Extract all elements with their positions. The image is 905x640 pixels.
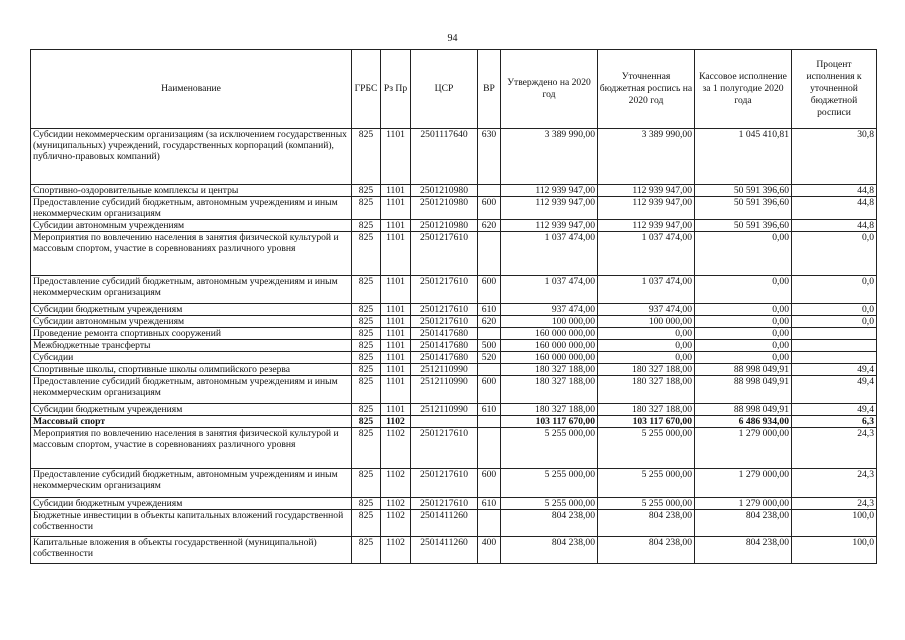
cell-percent: [792, 328, 877, 340]
cell-approved: 3 389 990,00: [501, 129, 598, 185]
cell-grbs: 825: [352, 185, 381, 197]
cell-vr: 610: [478, 404, 501, 416]
header-vr: ВР: [478, 50, 501, 129]
cell-refined: 804 238,00: [598, 510, 695, 537]
cell-name: Субсидии автономным учреждениям: [31, 316, 352, 328]
cell-csr: 2501217610: [411, 469, 478, 498]
cell-name: Спортивно-оздоровительные комплексы и центры: [31, 185, 352, 197]
table-row: [31, 510, 877, 537]
cell-cash: 0,00: [695, 340, 792, 352]
table-row: [31, 328, 877, 340]
cell-refined: 5 255 000,00: [598, 428, 695, 469]
cell-cash: 0,00: [695, 316, 792, 328]
cell-name: Предоставление субсидий бюджетным, автономным учреждениям и иным некоммерческим организациям: [31, 197, 352, 220]
cell-csr: 2501411260: [411, 537, 478, 564]
cell-grbs: 825: [352, 510, 381, 537]
cell-grbs: 825: [352, 276, 381, 304]
cell-approved: 1 037 474,00: [501, 276, 598, 304]
cell-cash: 804 238,00: [695, 537, 792, 564]
cell-vr: [478, 428, 501, 469]
cell-percent: 100,0: [792, 537, 877, 564]
cell-approved: 112 939 947,00: [501, 197, 598, 220]
table-row: [31, 364, 877, 376]
cell-percent: 44,8: [792, 197, 877, 220]
table-row: [31, 276, 877, 304]
cell-cash: 88 998 049,91: [695, 404, 792, 416]
cell-vr: 500: [478, 340, 501, 352]
cell-csr: 2512110990: [411, 376, 478, 404]
cell-cash: 0,00: [695, 328, 792, 340]
cell-vr: 630: [478, 129, 501, 185]
table-row: [31, 232, 877, 276]
cell-approved: 5 255 000,00: [501, 428, 598, 469]
cell-grbs: 825: [352, 220, 381, 232]
cell-vr: [478, 364, 501, 376]
cell-csr: 2501217610: [411, 498, 478, 510]
cell-rzpr: 1101: [381, 129, 411, 185]
cell-refined: 0,00: [598, 352, 695, 364]
cell-csr: 2501417680: [411, 328, 478, 340]
cell-cash: 50 591 396,60: [695, 197, 792, 220]
cell-cash: 50 591 396,60: [695, 185, 792, 197]
cell-percent: 44,8: [792, 220, 877, 232]
header-percent: Процент исполнения к уточненной бюджетной росписи: [792, 50, 877, 129]
cell-rzpr: 1101: [381, 276, 411, 304]
cell-name: Спортивные школы, спортивные школы олимпийского резерва: [31, 364, 352, 376]
cell-csr: 2501217610: [411, 232, 478, 276]
cell-approved: 100 000,00: [501, 316, 598, 328]
cell-percent: [792, 340, 877, 352]
cell-percent: 24,3: [792, 428, 877, 469]
cell-grbs: 825: [352, 404, 381, 416]
cell-refined: 180 327 188,00: [598, 364, 695, 376]
cell-cash: 1 279 000,00: [695, 428, 792, 469]
header-row: [31, 50, 877, 129]
table-row: [31, 352, 877, 364]
cell-grbs: 825: [352, 416, 381, 428]
cell-rzpr: 1101: [381, 340, 411, 352]
cell-percent: 0,0: [792, 232, 877, 276]
cell-cash: 1 279 000,00: [695, 498, 792, 510]
table-row: [31, 428, 877, 469]
cell-csr: 2501210980: [411, 185, 478, 197]
budget-table: [30, 49, 877, 564]
cell-refined: 3 389 990,00: [598, 129, 695, 185]
cell-grbs: 825: [352, 232, 381, 276]
cell-csr: 2501210980: [411, 197, 478, 220]
cell-rzpr: 1101: [381, 232, 411, 276]
cell-name: Предоставление субсидий бюджетным, автономным учреждениям и иным некоммерческим организациям: [31, 376, 352, 404]
cell-name: Субсидии бюджетным учреждениям: [31, 304, 352, 316]
cell-rzpr: 1101: [381, 328, 411, 340]
cell-rzpr: 1101: [381, 376, 411, 404]
cell-grbs: 825: [352, 316, 381, 328]
cell-rzpr: 1101: [381, 316, 411, 328]
cell-csr: 2512110990: [411, 364, 478, 376]
table-row: [31, 316, 877, 328]
cell-cash: 0,00: [695, 232, 792, 276]
cell-name: Массовый спорт: [31, 416, 352, 428]
cell-vr: [478, 185, 501, 197]
cell-approved: 160 000 000,00: [501, 352, 598, 364]
cell-vr: 520: [478, 352, 501, 364]
cell-percent: 24,3: [792, 498, 877, 510]
cell-csr: 2501417680: [411, 340, 478, 352]
cell-vr: 610: [478, 498, 501, 510]
cell-csr: 2501417680: [411, 352, 478, 364]
cell-name: Предоставление субсидий бюджетным, автономным учреждениям и иным некоммерческим организациям: [31, 469, 352, 498]
cell-vr: 620: [478, 316, 501, 328]
cell-grbs: 825: [352, 352, 381, 364]
cell-grbs: 825: [352, 304, 381, 316]
cell-name: Мероприятия по вовлечению населения в занятия физической культурой и массовым спортом, участие в соревнованиях различного уровня: [31, 428, 352, 469]
cell-rzpr: 1102: [381, 469, 411, 498]
cell-vr: [478, 510, 501, 537]
cell-grbs: 825: [352, 469, 381, 498]
cell-name: Капитальные вложения в объекты государственной (муниципальной) собственности: [31, 537, 352, 564]
cell-percent: 0,0: [792, 316, 877, 328]
cell-name: Межбюджетные трансферты: [31, 340, 352, 352]
cell-grbs: 825: [352, 129, 381, 185]
cell-rzpr: 1102: [381, 498, 411, 510]
cell-vr: [478, 232, 501, 276]
cell-approved: 180 327 188,00: [501, 404, 598, 416]
cell-grbs: 825: [352, 328, 381, 340]
cell-approved: 1 037 474,00: [501, 232, 598, 276]
cell-approved: 160 000 000,00: [501, 328, 598, 340]
cell-percent: 49,4: [792, 364, 877, 376]
cell-refined: 0,00: [598, 340, 695, 352]
cell-name: Субсидии бюджетным учреждениям: [31, 404, 352, 416]
cell-rzpr: 1102: [381, 537, 411, 564]
cell-percent: 0,0: [792, 304, 877, 316]
cell-approved: 180 327 188,00: [501, 364, 598, 376]
cell-csr: 2501217610: [411, 304, 478, 316]
cell-percent: 0,0: [792, 276, 877, 304]
cell-approved: 112 939 947,00: [501, 185, 598, 197]
cell-vr: 620: [478, 220, 501, 232]
cell-percent: 44,8: [792, 185, 877, 197]
cell-grbs: 825: [352, 428, 381, 469]
cell-name: Субсидии: [31, 352, 352, 364]
cell-cash: 1 045 410,81: [695, 129, 792, 185]
cell-approved: 180 327 188,00: [501, 376, 598, 404]
cell-refined: 112 939 947,00: [598, 185, 695, 197]
cell-csr: [411, 416, 478, 428]
cell-csr: 2501117640: [411, 129, 478, 185]
cell-name: Мероприятия по вовлечению населения в занятия физической культурой и массовым спортом, участие в соревнованиях различного уровня: [31, 232, 352, 276]
table-row: [31, 220, 877, 232]
cell-approved: 5 255 000,00: [501, 498, 598, 510]
cell-csr: 2512110990: [411, 404, 478, 416]
cell-approved: 103 117 670,00: [501, 416, 598, 428]
cell-refined: 103 117 670,00: [598, 416, 695, 428]
cell-cash: 804 238,00: [695, 510, 792, 537]
cell-name: Субсидии автономным учреждениям: [31, 220, 352, 232]
table-row: [31, 376, 877, 404]
table-body: [31, 129, 877, 564]
cell-refined: 937 474,00: [598, 304, 695, 316]
cell-approved: 804 238,00: [501, 537, 598, 564]
cell-rzpr: 1101: [381, 185, 411, 197]
cell-percent: 24,3: [792, 469, 877, 498]
table-row: [31, 340, 877, 352]
cell-cash: 1 279 000,00: [695, 469, 792, 498]
header-refined: Уточненная бюджетная роспись на 2020 год: [598, 50, 695, 129]
cell-refined: 1 037 474,00: [598, 276, 695, 304]
header-approved: Утверждено на 2020 год: [501, 50, 598, 129]
cell-cash: 88 998 049,91: [695, 364, 792, 376]
cell-rzpr: 1102: [381, 510, 411, 537]
cell-name: Бюджетные инвестиции в объекты капитальных вложений государственной собственности: [31, 510, 352, 537]
cell-cash: 0,00: [695, 276, 792, 304]
table-row: [31, 304, 877, 316]
cell-rzpr: 1101: [381, 404, 411, 416]
cell-refined: 804 238,00: [598, 537, 695, 564]
cell-grbs: 825: [352, 498, 381, 510]
cell-vr: 600: [478, 376, 501, 404]
cell-refined: 180 327 188,00: [598, 404, 695, 416]
table-row: [31, 185, 877, 197]
table-row: [31, 537, 877, 564]
cell-vr: 400: [478, 537, 501, 564]
cell-vr: 600: [478, 469, 501, 498]
cell-rzpr: 1101: [381, 352, 411, 364]
cell-vr: 600: [478, 276, 501, 304]
cell-rzpr: 1101: [381, 220, 411, 232]
cell-vr: 600: [478, 197, 501, 220]
cell-percent: 49,4: [792, 404, 877, 416]
cell-csr: 2501217610: [411, 428, 478, 469]
cell-cash: 6 486 934,00: [695, 416, 792, 428]
cell-approved: 937 474,00: [501, 304, 598, 316]
cell-grbs: 825: [352, 537, 381, 564]
cell-csr: 2501411260: [411, 510, 478, 537]
page-number: 94: [447, 33, 458, 44]
cell-approved: 5 255 000,00: [501, 469, 598, 498]
cell-refined: 112 939 947,00: [598, 197, 695, 220]
cell-csr: 2501217610: [411, 316, 478, 328]
cell-grbs: 825: [352, 340, 381, 352]
header-csr: ЦСР: [411, 50, 478, 129]
cell-grbs: 825: [352, 376, 381, 404]
cell-name: Предоставление субсидий бюджетным, автономным учреждениям и иным некоммерческим организациям: [31, 276, 352, 304]
cell-rzpr: 1102: [381, 416, 411, 428]
cell-refined: 1 037 474,00: [598, 232, 695, 276]
cell-name: Субсидии некоммерческим организациям (за исключением государственных (муниципальных) учреждений, государственных корпораций (компаний), публично-правовых компаний): [31, 129, 352, 185]
table-row: [31, 416, 877, 428]
cell-approved: 804 238,00: [501, 510, 598, 537]
cell-cash: 88 998 049,91: [695, 376, 792, 404]
cell-refined: 100 000,00: [598, 316, 695, 328]
cell-refined: 5 255 000,00: [598, 469, 695, 498]
cell-rzpr: 1101: [381, 304, 411, 316]
cell-percent: 6,3: [792, 416, 877, 428]
cell-vr: 610: [478, 304, 501, 316]
cell-refined: 0,00: [598, 328, 695, 340]
cell-percent: [792, 352, 877, 364]
header-grbs: ГРБС: [352, 50, 381, 129]
cell-percent: 100,0: [792, 510, 877, 537]
table-row: [31, 469, 877, 498]
table-row: [31, 404, 877, 416]
header-rzpr: Рз Пр: [381, 50, 411, 129]
cell-csr: 2501217610: [411, 276, 478, 304]
cell-csr: 2501210980: [411, 220, 478, 232]
cell-rzpr: 1101: [381, 364, 411, 376]
table-row: [31, 498, 877, 510]
cell-name: Проведение ремонта спортивных сооружений: [31, 328, 352, 340]
table-row: [31, 197, 877, 220]
cell-grbs: 825: [352, 364, 381, 376]
cell-cash: 0,00: [695, 304, 792, 316]
header-name: Наименование: [31, 50, 352, 129]
cell-refined: 5 255 000,00: [598, 498, 695, 510]
cell-rzpr: 1101: [381, 197, 411, 220]
cell-rzpr: 1102: [381, 428, 411, 469]
cell-cash: 0,00: [695, 352, 792, 364]
cell-refined: 180 327 188,00: [598, 376, 695, 404]
cell-grbs: 825: [352, 197, 381, 220]
cell-refined: 112 939 947,00: [598, 220, 695, 232]
cell-percent: 30,8: [792, 129, 877, 185]
cell-name: Субсидии бюджетным учреждениям: [31, 498, 352, 510]
cell-approved: 160 000 000,00: [501, 340, 598, 352]
cell-vr: [478, 416, 501, 428]
cell-cash: 50 591 396,60: [695, 220, 792, 232]
cell-percent: 49,4: [792, 376, 877, 404]
cell-approved: 112 939 947,00: [501, 220, 598, 232]
table-row: [31, 129, 877, 185]
cell-vr: [478, 328, 501, 340]
header-cash: Кассовое исполнение за 1 полугодие 2020 года: [695, 50, 792, 129]
